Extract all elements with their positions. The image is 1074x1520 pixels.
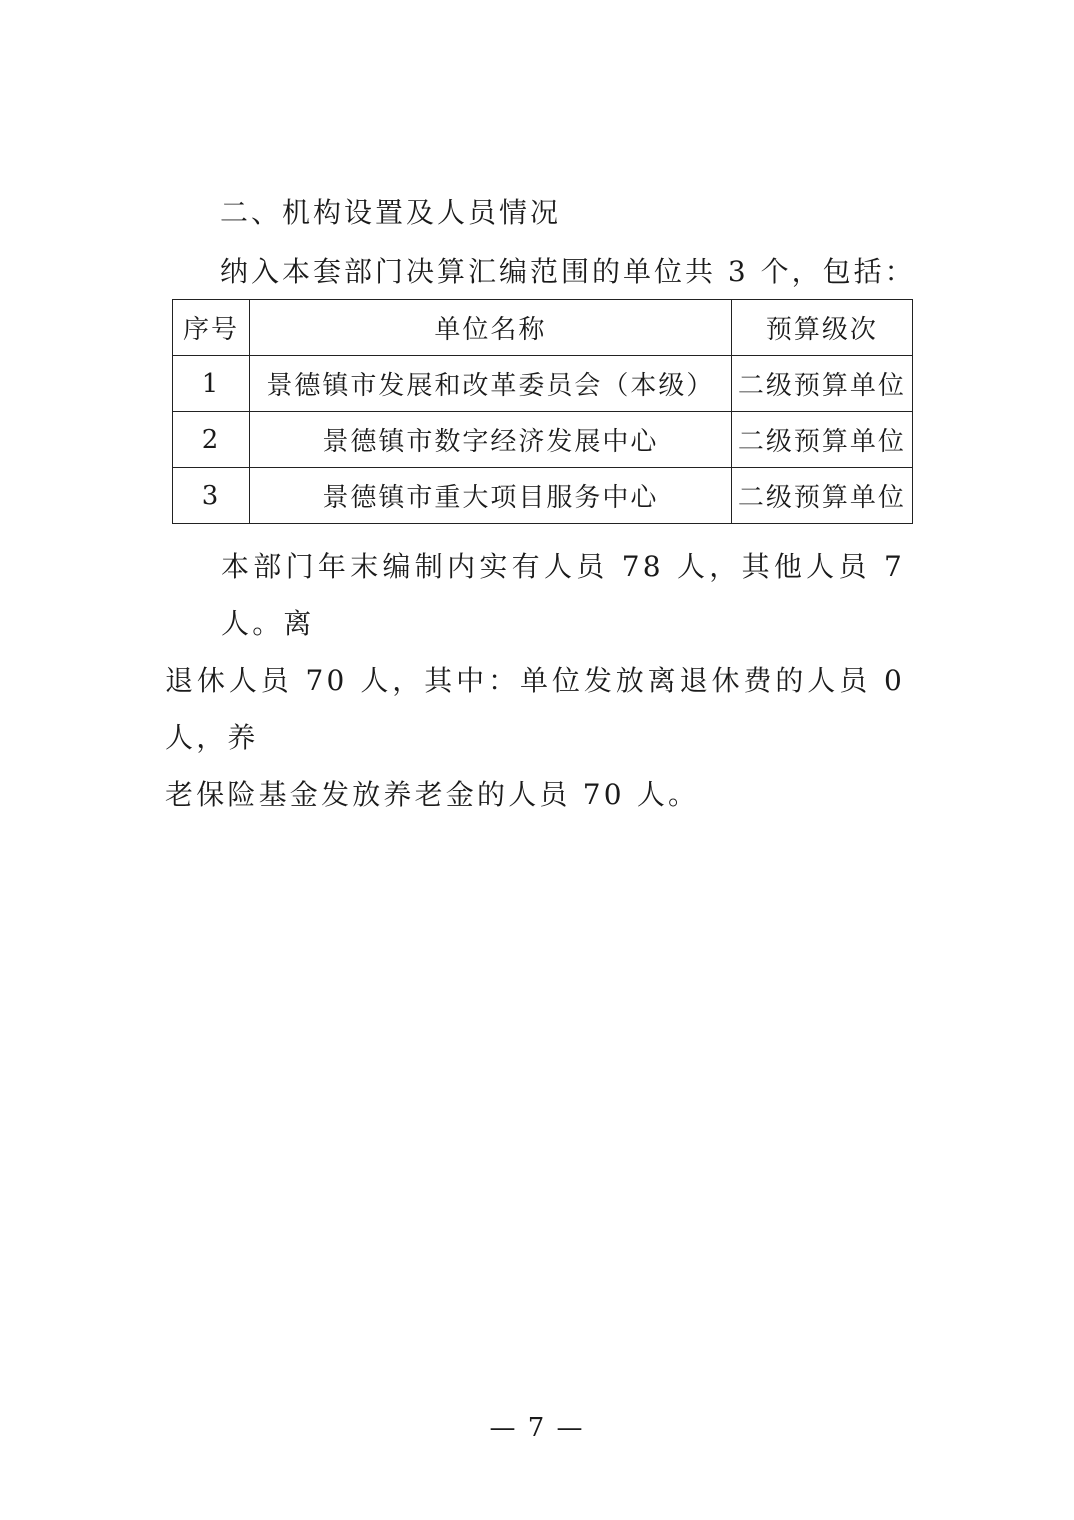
page-number: — 7 — bbox=[489, 1413, 585, 1443]
table-header-row bbox=[173, 300, 913, 356]
staff-line-3: 老保险基金发放养老金的人员 70 人。 bbox=[165, 778, 700, 811]
header-budget-level: 预算级次 bbox=[731, 300, 912, 356]
row-serial: 3 bbox=[173, 468, 250, 524]
row-unit-name: 景德镇市重大项目服务中心 bbox=[250, 468, 732, 524]
staff-paragraph bbox=[165, 538, 905, 823]
row-budget-level: 二级预算单位 bbox=[731, 356, 912, 412]
staff-line-1: 本部门年末编制内实有人员 78 人，其他人员 7 人。离 bbox=[221, 550, 905, 640]
row-unit-name: 景德镇市发展和改革委员会（本级） bbox=[250, 356, 732, 412]
row-unit-name: 景德镇市数字经济发展中心 bbox=[250, 412, 732, 468]
header-serial: 序号 bbox=[173, 300, 250, 356]
header-unit-name: 单位名称 bbox=[250, 300, 732, 356]
table-row bbox=[173, 412, 913, 468]
row-serial: 2 bbox=[173, 412, 250, 468]
section-intro: 纳入本套部门决算汇编范围的单位共 3 个，包括： bbox=[220, 255, 916, 288]
row-serial: 1 bbox=[173, 356, 250, 412]
row-budget-level: 二级预算单位 bbox=[731, 468, 912, 524]
units-table bbox=[172, 299, 913, 524]
section-heading: 二、机构设置及人员情况 bbox=[220, 196, 562, 229]
table-row bbox=[173, 356, 913, 412]
staff-line-2: 退休人员 70 人，其中：单位发放离退休费的人员 0 人，养 bbox=[165, 664, 905, 754]
table-row bbox=[173, 468, 913, 524]
row-budget-level: 二级预算单位 bbox=[731, 412, 912, 468]
